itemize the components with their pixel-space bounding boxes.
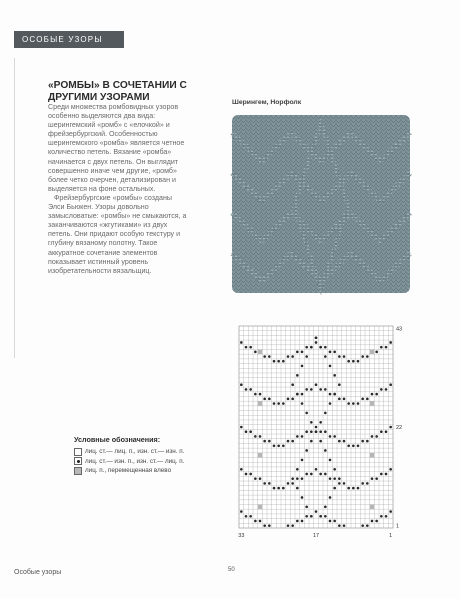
chart-purl-dot <box>371 477 374 480</box>
chart-purl-dot <box>375 435 378 438</box>
chart-purl-dot <box>245 473 248 476</box>
chart-purl-dot <box>380 388 383 391</box>
chart-moved-stitch <box>370 349 375 354</box>
legend-item <box>74 447 224 457</box>
chart-purl-dot <box>310 421 313 424</box>
chart-purl-dot <box>263 398 266 401</box>
stitch-chart-grid <box>225 320 415 552</box>
chart-purl-dot <box>277 360 280 363</box>
chart-purl-dot <box>385 430 388 433</box>
chart-purl-dot <box>319 515 322 518</box>
chart-purl-dot <box>263 482 266 485</box>
chart-purl-dot <box>249 473 252 476</box>
chart-purl-dot <box>245 346 248 349</box>
chart-purl-dot <box>324 430 327 433</box>
chart-purl-dot <box>380 515 383 518</box>
chart-purl-dot <box>259 520 262 523</box>
chart-purl-dot <box>240 341 243 344</box>
chart-purl-dot <box>301 351 304 354</box>
chart-purl-dot <box>371 393 374 396</box>
chart-purl-dot <box>240 383 243 386</box>
chart-purl-dot <box>319 430 322 433</box>
chart-purl-dot <box>338 383 341 386</box>
chart-purl-dot <box>333 477 336 480</box>
chart-purl-dot <box>329 477 332 480</box>
chart-purl-dot <box>389 510 392 513</box>
chart-purl-dot <box>375 351 378 354</box>
chart-purl-dot <box>357 402 360 405</box>
chart-purl-dot <box>310 388 313 391</box>
chart-purl-dot <box>310 430 313 433</box>
chart-purl-dot <box>259 435 262 438</box>
chart-purl-dot <box>305 412 308 415</box>
chart-purl-dot <box>347 402 350 405</box>
chart-purl-dot <box>361 440 364 443</box>
chart-purl-dot <box>333 468 336 471</box>
chart-moved-stitch <box>258 453 263 458</box>
chart-moved-stitch <box>370 505 375 510</box>
article-paragraph: Фрейзербургские «ромбы» созданы Элси Бьюкен. Узоры довольно замысловатые: «ромбы» не смыкаются, а заканчиваются «жгутиками» из двух петель. Они придают особую текстуру и глубину вязаному полотну. Такое аккуратное сочетание элементов показывает истинный уровень изобретательности вязальщиц. <box>48 193 187 275</box>
chart-purl-dot <box>319 421 322 424</box>
chart-moved-stitch <box>370 453 375 458</box>
chart-purl-dot <box>375 477 378 480</box>
legend-title: Условные обозначения: <box>74 435 161 444</box>
chart-purl-dot <box>282 402 285 405</box>
chart-purl-dot <box>389 383 392 386</box>
chart-purl-dot <box>254 393 257 396</box>
chart-purl-dot <box>268 482 271 485</box>
chart-purl-dot <box>296 435 299 438</box>
chart-purl-dot <box>273 360 276 363</box>
chart-purl-dot <box>245 430 248 433</box>
chart-purl-dot <box>259 477 262 480</box>
chart-purl-dot <box>385 515 388 518</box>
chart-purl-dot <box>329 496 332 499</box>
chart-purl-dot <box>249 430 252 433</box>
chart-purl-dot <box>268 398 271 401</box>
chart-purl-dot <box>329 435 332 438</box>
chart-purl-dot <box>305 346 308 349</box>
chart-purl-dot <box>333 374 336 377</box>
chart-purl-dot <box>357 360 360 363</box>
chart-purl-dot <box>385 346 388 349</box>
chart-purl-dot <box>385 473 388 476</box>
chart-purl-dot <box>305 449 308 452</box>
chart-purl-dot <box>315 510 318 513</box>
chart-purl-dot <box>305 388 308 391</box>
chart-row-label: 22 <box>396 425 403 431</box>
chart-moved-stitch <box>258 401 263 406</box>
chart-purl-dot <box>338 355 341 358</box>
chart-purl-dot <box>333 351 336 354</box>
chart-purl-dot <box>347 444 350 447</box>
purl-symbol-icon <box>74 457 82 465</box>
chart-purl-dot <box>361 482 364 485</box>
chart-purl-dot <box>249 515 252 518</box>
chart-purl-dot <box>282 487 285 490</box>
chart-purl-dot <box>291 482 294 485</box>
chart-purl-dot <box>305 506 308 509</box>
chart-purl-dot <box>301 477 304 480</box>
chart-purl-dot <box>296 487 299 490</box>
chart-column-label: 33 <box>238 533 245 539</box>
chart-purl-dot <box>375 393 378 396</box>
running-footer: Особые узоры <box>14 569 62 576</box>
page-number: 50 <box>228 567 235 573</box>
chart-purl-dot <box>273 402 276 405</box>
chart-purl-dot <box>324 473 327 476</box>
chart-purl-dot <box>268 524 271 527</box>
chart-purl-dot <box>291 355 294 358</box>
chart-purl-dot <box>301 402 304 405</box>
article-title: «РОМБЫ» В СОЧЕТАНИИ С ДРУГИМИ УЗОРАМИ <box>48 80 187 103</box>
chart-purl-dot <box>315 468 318 471</box>
chart-purl-dot <box>301 435 304 438</box>
moved-stitch-symbol-icon <box>74 467 82 475</box>
chart-purl-dot <box>366 440 369 443</box>
chart-purl-dot <box>366 482 369 485</box>
chart-purl-dot <box>319 440 322 443</box>
chart-purl-dot <box>389 426 392 429</box>
chart-purl-dot <box>268 355 271 358</box>
photo-caption: Шерингем, Норфолк <box>232 99 302 106</box>
chart-purl-dot <box>245 515 248 518</box>
chart-purl-dot <box>324 346 327 349</box>
chart-purl-dot <box>287 524 290 527</box>
chart-purl-dot <box>380 473 383 476</box>
chart-purl-dot <box>296 393 299 396</box>
chart-purl-dot <box>273 444 276 447</box>
chart-purl-dot <box>324 388 327 391</box>
chart-purl-dot <box>343 398 346 401</box>
chart-purl-dot <box>310 346 313 349</box>
article-paragraph: Среди множества ромбовидных узоров особенно выделяются два вида: шерингемский «ромб» с «елочкой» и фрейзербургский. Особенностью шерингемского «ромба» является четное количество петель. Вязание «ромба» начинается с двух петель. Он выглядит совершенно иначе чем другие, «ромб» более четко очерчен, детализирован и выделяется на фоне остальных. <box>48 103 185 193</box>
chart-purl-dot <box>287 355 290 358</box>
chart-purl-dot <box>343 482 346 485</box>
chart-moved-stitch <box>370 401 375 406</box>
legend-item-text: лиц. п., перемещенная влево <box>85 467 172 475</box>
chart-purl-dot <box>338 482 341 485</box>
chart-purl-dot <box>324 506 327 509</box>
chart-purl-dot <box>315 336 318 339</box>
chart-purl-dot <box>263 440 266 443</box>
chart-purl-dot <box>371 435 374 438</box>
chart-purl-dot <box>287 440 290 443</box>
chart-purl-dot <box>296 468 299 471</box>
chart-purl-dot <box>282 444 285 447</box>
chart-purl-dot <box>333 487 336 490</box>
chart-purl-dot <box>254 435 257 438</box>
chart-purl-dot <box>324 412 327 415</box>
chart-purl-dot <box>375 520 378 523</box>
chart-purl-dot <box>296 520 299 523</box>
chart-purl-dot <box>329 459 332 462</box>
chart-purl-dot <box>366 355 369 358</box>
chart-purl-dot <box>389 341 392 344</box>
chart-purl-dot <box>249 346 252 349</box>
chart-purl-dot <box>352 360 355 363</box>
chart-purl-dot <box>254 477 257 480</box>
chart-purl-dot <box>305 430 308 433</box>
chart-purl-dot <box>333 435 336 438</box>
chart-purl-dot <box>333 520 336 523</box>
chart-purl-dot <box>366 524 369 527</box>
legend-item-text: лиц. ст.— изн. п., изн. ст.— лиц. п. <box>85 457 185 465</box>
chart-purl-dot <box>319 346 322 349</box>
chart-purl-dot <box>338 477 341 480</box>
chart-purl-dot <box>301 365 304 368</box>
chart-purl-dot <box>277 487 280 490</box>
chart-row-label: 1 <box>396 523 400 530</box>
chart-purl-dot <box>291 477 294 480</box>
chart-purl-dot <box>347 360 350 363</box>
chart-purl-dot <box>296 374 299 377</box>
margin-rule <box>14 58 15 358</box>
chart-purl-dot <box>385 388 388 391</box>
chart-purl-dot <box>361 355 364 358</box>
chart-purl-dot <box>291 398 294 401</box>
chart-purl-dot <box>305 473 308 476</box>
chart-purl-dot <box>282 360 285 363</box>
chart-purl-dot <box>315 430 318 433</box>
chart-purl-dot <box>263 355 266 358</box>
chart-column-label: 17 <box>312 533 320 539</box>
chart-purl-dot <box>277 402 280 405</box>
stitch-chart <box>225 320 415 552</box>
chart-purl-dot <box>296 351 299 354</box>
legend-item-text: лиц. ст.— лиц. п., изн. ст.— изн. п. <box>85 448 185 456</box>
chart-purl-dot <box>319 473 322 476</box>
chart-column-label: 1 <box>389 533 393 539</box>
chart-purl-dot <box>389 468 392 471</box>
chart-moved-stitch <box>258 349 263 354</box>
chart-purl-dot <box>343 524 346 527</box>
chart-moved-stitch <box>258 505 263 510</box>
chart-purl-dot <box>259 393 262 396</box>
chart-purl-dot <box>310 473 313 476</box>
chart-purl-dot <box>338 440 341 443</box>
chart-purl-dot <box>301 459 304 462</box>
chart-purl-dot <box>301 393 304 396</box>
chart-purl-dot <box>315 341 318 344</box>
chart-purl-dot <box>249 388 252 391</box>
chart-purl-dot <box>240 468 243 471</box>
chart-purl-dot <box>361 524 364 527</box>
chart-purl-dot <box>287 398 290 401</box>
chart-purl-dot <box>380 346 383 349</box>
chart-purl-dot <box>291 383 294 386</box>
chart-row-label: 43 <box>396 326 403 333</box>
chart-legend <box>74 435 224 476</box>
chart-purl-dot <box>357 487 360 490</box>
chart-purl-dot <box>352 402 355 405</box>
chart-purl-dot <box>357 444 360 447</box>
chart-purl-dot <box>371 520 374 523</box>
chart-purl-dot <box>380 430 383 433</box>
chart-purl-dot <box>329 393 332 396</box>
chart-purl-dot <box>310 515 313 518</box>
chart-purl-dot <box>319 388 322 391</box>
chart-purl-dot <box>324 449 327 452</box>
chart-purl-dot <box>277 444 280 447</box>
chart-purl-dot <box>315 426 318 429</box>
chart-purl-dot <box>273 487 276 490</box>
chart-purl-dot <box>329 351 332 354</box>
chart-purl-dot <box>361 398 364 401</box>
chart-purl-dot <box>352 444 355 447</box>
chart-purl-dot <box>366 398 369 401</box>
chart-purl-dot <box>240 510 243 513</box>
chart-purl-dot <box>245 388 248 391</box>
chart-purl-dot <box>254 520 257 523</box>
chart-purl-dot <box>287 482 290 485</box>
chart-purl-dot <box>343 355 346 358</box>
chart-purl-dot <box>240 426 243 429</box>
chart-purl-dot <box>324 355 327 358</box>
chart-purl-dot <box>329 520 332 523</box>
chart-purl-dot <box>301 520 304 523</box>
chart-purl-dot <box>347 487 350 490</box>
chart-purl-dot <box>305 515 308 518</box>
knit-symbol-icon <box>74 448 82 456</box>
section-banner: ОСОБЫЕ УЗОРЫ <box>14 31 124 48</box>
chart-purl-dot <box>352 487 355 490</box>
chart-purl-dot <box>301 496 304 499</box>
chart-purl-dot <box>305 355 308 358</box>
chart-purl-dot <box>263 524 266 527</box>
chart-purl-dot <box>268 440 271 443</box>
chart-purl-dot <box>333 393 336 396</box>
chart-purl-dot <box>291 524 294 527</box>
chart-purl-dot <box>324 515 327 518</box>
chart-purl-dot <box>291 440 294 443</box>
knitted-swatch-photo <box>226 111 416 299</box>
chart-purl-dot <box>254 351 257 354</box>
chart-purl-dot <box>343 440 346 443</box>
chart-purl-dot <box>296 477 299 480</box>
legend-item <box>74 457 224 467</box>
chart-purl-dot <box>338 398 341 401</box>
chart-purl-dot <box>315 383 318 386</box>
chart-purl-dot <box>338 524 341 527</box>
chart-purl-dot <box>329 365 332 368</box>
chart-purl-dot <box>329 402 332 405</box>
article-body <box>48 103 188 276</box>
legend-item <box>74 466 224 476</box>
chart-purl-dot <box>310 440 313 443</box>
